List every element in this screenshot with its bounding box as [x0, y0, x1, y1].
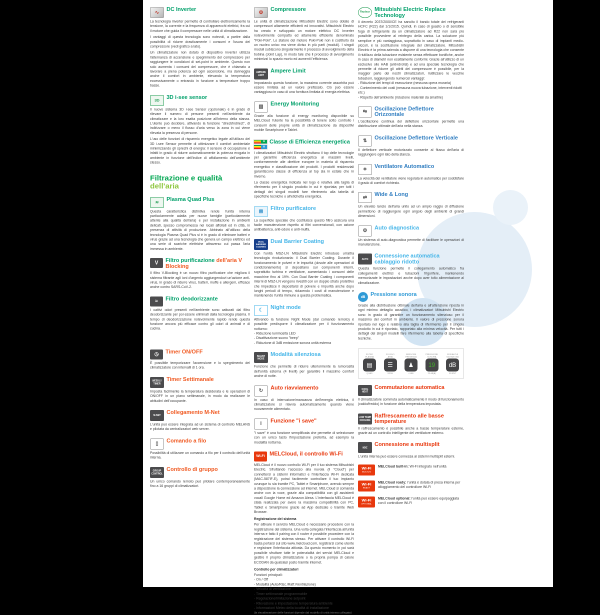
feature-paragraph: Un sistema di auto-diagnostica permette di facilitare le operazioni di manutenzione.	[358, 238, 464, 247]
feature-header	[254, 385, 354, 396]
caption-line: PRESENZA	[405, 355, 417, 359]
feature-bullet: - Riduzione di 3dB emissione sonora unità esterna	[254, 341, 331, 345]
dc-inverter-chart-icon: ∿	[150, 7, 164, 18]
feature-title: Mitsubishi Electric Replace Technology	[374, 6, 446, 19]
wifi-badge-title: Wi-Fi	[361, 482, 372, 487]
energy-arrow: A	[262, 145, 266, 149]
feature-title: 3D i-see sensor	[166, 94, 208, 101]
pictogram-caption-bottom: 19 dB(A)	[427, 372, 436, 375]
feature-paragraph: I vantaggi di questa tecnologia sono notevoli, a partire dalla possibilità di ridurre drasticamente i consumi e l'usura del compressore (vedi grafico a lato).	[150, 35, 250, 49]
feature-paragraph: Le unità di climatizzazione Mitsubishi Electric sono dotate di compressori altamente efficienti ed innovativi. Mitsubishi Electric ha creato e sviluppato un motore elettrico DC Inverter notevolmente compatto ed altamente efficiente denominato "Poki-Poki". Lo statore del motore Poki-Poki non è costituito da un nucleo unico ma viene diviso in più parti (moduli). I singoli moduli subiscono singolarmente il processo di avvolgimento della bobina (Joint Lap), in modo tale che il processo di avvolgimento minimizzi lo spazio morto ed aumenti l'efficienza.	[254, 20, 354, 62]
feature-block	[358, 292, 464, 341]
feature-block	[358, 413, 464, 435]
feature-header	[254, 206, 354, 217]
feature-block	[150, 438, 250, 460]
melcloud-ready-row	[358, 480, 464, 491]
feature-paragraph: Questa funzione permette il collegamento automatico fra collegamenti elettrici e tubazioni frigorifere, mantenendo memorizzate le impostazioni anche dopo aver tolto alimentazione al climatizzatore.	[358, 267, 464, 285]
feature-paragraph: Impostando questa funzione, la massima corrente assorbita può essere limitata ad un valore prefissato. Ciò può essere vantaggioso in caso di una fornitura limitata di energia elettrica.	[254, 81, 354, 95]
feature-title: Filtro deodorizzante	[165, 295, 218, 302]
energy-class-labels-icon	[254, 139, 267, 149]
feature-subheading: Registrazione del sistema	[254, 517, 297, 522]
feature-paragraph: Il decreto 2037/2000/CE ha sancito il bando totale dei refrigeranti HCFC (R22) dal 1/1/2015. Quindi, in caso di guasto o di sensibile fuga di refrigerante da un climatizzatore ad R22 non sarà più possibile provvedere al reintegro della carica. La soluzione più semplice e più vantaggiosa, soprattutto in caso di impianti medio-piccoli, è la sostituzione integrale del climatizzatore. Mitsubishi Electric è la prima azienda a disporre di una tecnologia che consente il riutilizzo della tubazione esistente senza effettuare bonifiche, anche in caso di diametri non esattamente conformi. Grazie all'utilizzo di un esclusivo olio HAB (anti-idrolisi) e ad una speciale tecnologia che permette di ridurre gli attriti del compressore è possibile, per la maggior parte dei nostri climatizzatori, riutilizzare le vecchie tubazioni, raggiungendo numerosi vantaggi:	[358, 20, 464, 81]
feature-paragraph: Possibilità di utilizzare un comando a filo per il controllo dell'unità interna.	[150, 451, 250, 460]
feature-header	[358, 192, 464, 203]
wifi-badge-title: Wi-Fi	[361, 498, 372, 503]
auto-changeover-icon: COOL HEAT	[358, 385, 372, 396]
caption-line: SENSORE	[405, 353, 417, 356]
wifi-row-description: l'unità è dotata di presa interna per alloggiamento del controllore Wi-Fi	[378, 480, 461, 490]
m-net-icon: M-NET	[150, 410, 164, 421]
feature-block	[254, 451, 354, 615]
melcloud-optional-row	[358, 496, 464, 507]
feature-header	[254, 7, 354, 18]
3d-i-see-sensor-icon: 3D	[150, 95, 164, 106]
feature-paragraph: La superficie speciale che costituisce questo filtro assicura una facile manutenzione rispetto ai filtri convenzionali, con azione antibatterica, anti-odore e anti-muffa.	[254, 218, 354, 232]
wide-long-icon: ⇄	[358, 192, 372, 203]
energy-bars	[254, 145, 261, 149]
feature-title: Auto riavviamento	[270, 384, 319, 391]
feature-title: Modalità silenziosa	[270, 351, 321, 358]
caption-line: PLASMA	[365, 355, 374, 359]
melcloud-wifi-icon: Wi-Fi	[254, 451, 267, 461]
feature-title: Energy Monitoring	[270, 100, 320, 107]
feature-header	[358, 292, 464, 302]
feature-paragraph: Il nuovo sistema 3D i-see Sensor (opzionale) è in grado di rilevare il numero di persone presenti nell'ambiente da climatizzare e la loro esatta posizione all'interno della stanza. L'utente può decidere, attivando la funzione "direct/indirect", di indirizzare o meno il flusso d'aria verso la zona in cui viene rilevata la presenza di persone.	[150, 107, 250, 135]
feature-bullet: - Modalità (Auto/Risc./Raff./Ventilazione)	[254, 582, 316, 587]
feature-title: Oscillazione Deflettore Verticale	[374, 134, 458, 141]
feature-bullet: - Velocità di ventilazione	[254, 587, 291, 592]
low-temp-cooling-icon: LOW TEMP COOLING	[358, 413, 372, 424]
weekly-timer-icon: WEEKLY TIMER	[150, 377, 164, 388]
feature-block	[150, 349, 250, 370]
feature-block	[150, 296, 250, 331]
feature-paragraph: Grazie alla distribuzione ottimale dell'aria e all'attenzione riposta in ogni minimo dettaglio acustico, i climatizzatori Mitsubishi Electric sono in grado di garantire un funzionamento silenzioso per il massimo del comfort in ambiente. Il valore di pressione sonora riportato nel logo è relativo alla taglia di riferimento per il singolo prodotto in cui è riportato, rapportato alla minima velocità. Per tutti i dettagli dei singoli modelli fare riferimento alla tabella di specifiche tecniche.	[358, 304, 464, 341]
middle-column	[254, 7, 354, 615]
horizontal-vane-swing-icon: ⇆	[358, 106, 372, 117]
feature-paragraph: Imposta facilmente la temperatura desiderata e le operazioni di ON/OFF in un piano settimanale, in modo da realizzare le abitudini dell'occupante.	[150, 389, 250, 403]
feature-bullet: - Informazioni Meteo della località di installazione	[254, 606, 329, 610]
feature-pictogram	[423, 353, 441, 375]
caption-line: MODALITÀ	[447, 353, 458, 356]
feature-subheading: Controllo per climatizzatori	[254, 568, 299, 572]
feature-title	[166, 258, 251, 270]
caption-line: FILTRO	[365, 353, 374, 356]
watermark-circle-tiny	[493, 190, 528, 225]
feature-header	[358, 442, 464, 453]
low-noise-tile-icon: 19	[425, 359, 438, 372]
feature-block	[358, 385, 464, 407]
feature-block	[254, 7, 354, 62]
energy-label-icon	[254, 145, 268, 150]
feature-header	[358, 385, 464, 396]
feature-block	[254, 239, 354, 299]
pictogram-caption-bottom: WIDE	[387, 372, 393, 375]
feature-block	[358, 164, 464, 186]
feature-header	[254, 101, 354, 112]
feature-paragraph: I cattivi odori presenti nell'ambiente sono catturati dal filtro deodorizzante per poi essere eliminati dalla tecnologia plasma. Il tempo di deodorizzazione notevolmente rapido rende questa funzione ancora più efficace contro gli odori di animali e di cucina.	[150, 308, 250, 331]
feature-block	[254, 418, 354, 445]
feature-block	[254, 101, 354, 132]
feature-header	[358, 254, 464, 266]
feature-block	[358, 254, 464, 286]
pictogram-caption-bottom: i-SEE	[408, 372, 414, 375]
feature-paragraph: Il filtro V-Blocking è un nuovo filtro purificatore che migliora il sistema filtrante agli ioni d'argento aggiungendovi un'azione anti-virus, in grado di ridurre virus, batteri, muffe e allergeni, efficace anche contro SARS-CoV-2.	[150, 271, 250, 290]
airflow-tile-icon: ☰	[384, 359, 397, 372]
document-page	[143, 0, 553, 615]
feature-block	[254, 305, 354, 346]
night-mode-icon: ☾	[254, 305, 268, 316]
feature-paragraph: Questa caratteristica distintiva rende l'unità interna particolarmente adatta per nuove famiglie (particolarmente attente alla qualità dell'aria) e per installazione in ambienti delicati, spesso compromessa nei locali affollati ed in città, in presenza di attività di produzione. Abbinato all'utilizzo della tecnologia Plasma Quad Plus si è in grado di eliminare batteri e virus grazie ad una tecnologia che genera un campo elettrico ed una serie di scariche elettriche attraverso cui passa l'aria immessa in ambiente.	[150, 209, 250, 251]
feature-block	[254, 206, 354, 233]
wifi-row-lead: MELCloud built-in:	[378, 464, 409, 469]
feature-title: Ventilatore Automatico	[374, 163, 435, 170]
feature-block	[254, 352, 354, 379]
feature-paragraph: La classe energetica indicata nel logo è relativa alla taglia di riferimento per il singolo prodotto in cui è riportata; per tutti i dettagli dei singoli modelli fare riferimento alla tabella di specifiche tecniche o all'etichetta energetica.	[254, 180, 354, 199]
feature-header	[150, 95, 250, 106]
dual-barrier-coating-icon: DUAL BARRIER COATING	[255, 240, 266, 249]
wifi-row-description: l'unità può essere equipaggiata con il controllore Wi-Fi	[378, 496, 460, 506]
deodorizing-filter-icon: ≈	[150, 296, 163, 306]
feature-title: Comando a filo	[166, 437, 207, 444]
feature-title: Raffrescamento alle basse temperature	[374, 412, 444, 425]
feature-header	[254, 139, 354, 149]
sound-feature-icons	[358, 349, 464, 379]
feature-paragraph: L'unità può essere integrata ad un sistema di controllo MELANS e pilotata da centralizzatori web server.	[150, 422, 250, 432]
feature-title: Controllo di gruppo	[166, 466, 218, 473]
wifi-row-description: Wi-Fi integrato nell'unità	[408, 464, 447, 469]
pictogram-caption-top	[386, 353, 394, 358]
energy-arrow: A	[262, 140, 266, 144]
caption-line: ARIA	[387, 355, 393, 359]
feature-paragraph: Un climatizzatore non dotato di dispositivo inverter utilizza l'alternanza di accensione e spegnimento del compressore per raggiungere le condizioni di set-point in ambiente. Questo non solo aumenta i consumi del compressore, che è chiamato a lavorare a piena potenza ad ogni accensione, ma danneggia anche il comfort in ambiente, elevando la temperatura eccessivamente o entrando in funzione a temperature troppo basse.	[150, 51, 250, 88]
presence-sensor-tile-icon: ♟	[405, 359, 418, 372]
energy-bars	[254, 140, 261, 144]
wifi-row-text	[378, 496, 464, 505]
caption-line: SONORA	[427, 355, 437, 359]
feature-title: Dual Barrier Coating	[270, 238, 324, 245]
feature-pictogram	[402, 353, 420, 375]
auto-fan-icon: ∗	[358, 164, 372, 175]
feature-block	[150, 95, 250, 165]
feature-paragraph: La velocità del ventilatore viene regolata in automatico per soddisfare il grado di comfort richiesto.	[358, 176, 464, 185]
sound-pressure-icon: dB	[358, 292, 368, 302]
wifi-badge-icon	[358, 480, 375, 491]
feature-block	[358, 7, 464, 100]
wifi-badge-subtitle: READY	[362, 486, 371, 490]
feature-title: Oscillazione Deflettore Orizzontale	[374, 105, 434, 118]
wifi-badge-icon	[358, 464, 375, 475]
feature-title-part: Filtro purificazione	[165, 257, 217, 264]
feature-block	[150, 197, 250, 252]
plasma-filter-tile-icon: ▤	[363, 359, 376, 372]
left-column	[150, 7, 250, 489]
feature-block	[358, 135, 464, 157]
feature-block	[150, 258, 250, 290]
feature-pictogram	[444, 353, 462, 375]
ampere-limit-icon: AMPERE LIMIT	[254, 68, 268, 79]
replace-technology-icon: Replace	[358, 7, 372, 18]
feature-bullet: - Timer settimanale programmabile	[254, 592, 308, 596]
pictogram-caption-bottom: QUAD	[366, 372, 373, 375]
feature-title: Auto diagnostica	[374, 224, 420, 231]
feature-title: Night mode	[270, 304, 301, 311]
feature-paragraph: MELCloud è il nuovo controllo Wi-Fi per il tuo sistema Mitsubishi Electric. Sfruttando l'accesso alla nuvola (il "Cloud") per connettersi a sistemi informatici e l'interfaccia Wi-Fi dedicata (MAC-587IF-E), potrai facilmente controllare il tuo impianto ovunque tu sia tramite PC, Tablet e Smartphone, avendo sempre a disposizione la connessione ad internet. MELCloud si comanda anche con la voce, grazie alla compatibilità con gli assistenti vocali Google Home ed Amazon Alexa. L'interfaccia MELCloud è stata realizzata per avere la massima compatibilità con PC, Tablet e Smartphone grazie ad App dedicate o tramite Web Browser.	[254, 463, 354, 514]
feature-title: Timer ON/OFF	[165, 348, 203, 355]
feature-paragraph: È possibile temporizzare l'accensione e lo spegnimento del climatizzatore con intervalli di 1 ora.	[150, 361, 250, 370]
wifi-row-lead: MELCloud optional:	[378, 496, 411, 501]
air-quality-section-title	[150, 174, 250, 190]
feature-paragraph: Attivando la funzione Night Mode (dal comando remoto) è possibile predisporre il climatizzatore per il funzionamento notturno:	[254, 317, 354, 331]
feature-paragraph: Il deflettore verticale motorizzato consente al flusso dell'aria di raggiungere ogni lato della stanza.	[358, 148, 464, 157]
feature-title: Timer Settimanale	[166, 376, 214, 383]
feature-title: Connessione a multisplit	[374, 441, 440, 448]
feature-bullet: - Disattivazione suono "beep"	[254, 336, 299, 341]
feature-header	[150, 410, 250, 421]
feature-paragraph: Per attivare il servizio MELCloud è necessario procedere con la registrazione del sistema. Una volta collegata l'interfaccia all'unità interna e fatto il pairing con il router è possibile procedere con la registrazione del sistema stesso. Per attivare il controllo Wi-Fi basta portarsi sul sito www.melcloud.com, registrarsi come utente e registrare l'interfaccia attivata. Da questo momento in poi sarà possibile sfruttare tutte le potenzialità dei servizi MELCloud e gestire il proprio climatizzatore o la propria pompa di calore ECODAN da qualsiasi posto tramite internet.	[254, 523, 354, 565]
self-diagnostics-icon: ⚙	[358, 225, 372, 236]
melcloud-builtin-row	[358, 464, 464, 475]
wifi-badge-subtitle: BUILT-IN	[362, 470, 371, 474]
feature-header	[254, 68, 354, 79]
feature-bullet: - Regolazione/limitazione setpoint	[254, 597, 306, 601]
feature-paragraph: La tecnologia inverter permette di controllare elettronicamente la tensione, la corrente e la frequenza di apparecchi elettrici, fra cui il motore che guida il compressore nelle unità di climatizzazione.	[150, 20, 250, 33]
feature-block	[358, 225, 464, 247]
feature-title: Filtro purificatore	[270, 205, 317, 212]
feature-header	[150, 438, 250, 449]
feature-header	[254, 451, 354, 461]
feature-bullet: - Riduzione luminosità LED	[254, 332, 296, 336]
feature-block	[150, 7, 250, 88]
section-title-part: Filtrazione e qualità	[150, 173, 223, 183]
feature-block	[358, 192, 464, 219]
feature-header	[254, 352, 354, 363]
caption-line: FLUSSO	[386, 353, 395, 356]
feature-bullet: - On / Off	[254, 578, 269, 582]
feature-smallprint: (la visualizzazione delle funzioni dipende dal modello di unità interna collegata)	[254, 611, 352, 615]
feature-block	[358, 106, 464, 128]
feature-header	[150, 258, 250, 270]
feature-header	[150, 296, 250, 306]
energy-monitoring-icon: ▥	[254, 101, 268, 112]
wifi-row-text	[378, 464, 446, 469]
compressor-icon: ⚙	[254, 7, 268, 18]
right-column	[358, 7, 464, 507]
feature-header	[358, 225, 464, 236]
feature-bullet: - Contenimento dei costi (nessuna nuova tubazione, interventi ridotti etc.)	[358, 86, 462, 95]
feature-header	[150, 349, 250, 359]
feature-title: Commutazione automatica	[374, 384, 445, 391]
purifying-filter-icon: ▤	[254, 206, 268, 217]
feature-block	[150, 467, 250, 489]
feature-title: MELCloud, il controllo Wi-Fi	[269, 450, 343, 457]
feature-paragraph: "i save" è una funzione semplificata che permette di selezionare con un unico tasto l'impostazione preferita, ad esempio la modalità notturna.	[254, 431, 354, 445]
section-title-part: dell'aria	[150, 181, 179, 191]
feature-title-part: dell'aria V Blocking	[165, 257, 242, 270]
feature-pictogram	[381, 353, 399, 375]
feature-header	[358, 135, 464, 146]
feature-paragraph: I climatizzatori Mitsubishi Electric sfruttano il top delle tecnologie per garantire efficienza energetica ai massimi livelli, conformemente alle direttive europee in materia di risparmio energetico e classificazione dei prodotti. I prodotti residenziali garantiscono classe di efficienza al top sia in estate che in inverno.	[254, 151, 354, 179]
feature-title: Connessione automatica cablaggio ridotto	[374, 253, 440, 265]
feature-bullet: - Rilevazione e impostazione temperatura ambiente	[254, 601, 333, 606]
feature-header	[358, 7, 464, 19]
wifi-row-lead: MELCloud ready:	[378, 480, 407, 485]
multisplit-icon: MXZ	[358, 442, 372, 453]
feature-title: Collegamento M-Net	[166, 409, 220, 416]
feature-title: Funzione "i save"	[270, 417, 317, 424]
feature-header	[150, 7, 250, 18]
feature-paragraph: Un unico comando remoto può pilotare contemporaneamente fino a 16 gruppi di climatizzatori.	[150, 479, 250, 488]
timer-on-off-icon: ◷	[150, 349, 163, 359]
feature-paragraph: Funzioni principali:	[254, 573, 283, 578]
feature-header	[254, 239, 354, 250]
pictogram-caption-top	[426, 353, 438, 358]
pictogram-caption-top	[446, 353, 458, 358]
feature-header	[150, 377, 250, 388]
feature-title: Wide & Long	[374, 191, 409, 198]
feature-header	[150, 197, 250, 208]
feature-paragraph: L'uso delle funzioni di risparmio energetico legate all'utilizzo del 3D i-see Sensor permette di ottimizzare il comfort ambientale minimizzando gli sprechi di energia: il sensore di occupazione è infatti in grado di ridurre automaticamente la potenza erogata in ambiente in funzione dell'indice di affollamento dell'ambiente stesso.	[150, 137, 250, 165]
feature-header	[254, 418, 354, 429]
caption-line: PRESSIONE	[425, 353, 438, 356]
feature-block	[150, 410, 250, 432]
wired-remote-icon: ▯	[150, 438, 164, 449]
feature-header	[358, 164, 464, 175]
feature-title: DC Inverter	[166, 6, 197, 13]
silent-mode-icon: SILENT MODE	[254, 352, 268, 363]
feature-paragraph: L'unità interna può essere connessa ai sistemi multisplit esterni.	[358, 455, 456, 459]
feature-bullet: - Rispetto dell'ambiente (riduzione materiali da smaltire)	[358, 95, 443, 100]
feature-title: Classe di Efficienza energetica	[269, 138, 350, 145]
feature-title: Compressore	[270, 6, 306, 13]
feature-paragraph: Un elevato lancio dell'aria unito ad un ampio raggio di diffusione permettono di raggiungere ogni angolo degli ambienti di grandi dimensioni.	[358, 205, 464, 219]
group-control-icon: GROUP CONTROL	[150, 467, 164, 478]
feature-paragraph: L'oscillazione continua del deflettore orizzontale permette una distribuzione ottimale dell'aria nella stanza.	[358, 119, 464, 129]
feature-pictogram	[361, 353, 379, 375]
auto-connection-icon: AUTO	[358, 254, 372, 265]
energy-label-icon	[254, 139, 268, 144]
vertical-vane-swing-icon: ⇅	[358, 135, 372, 146]
feature-paragraph: Il climatizzatore commuta automaticamente il modo di funzionamento (caldo/freddo) in funzione della temperatura impostata.	[358, 397, 464, 407]
pictogram-caption-bottom: SILENT	[448, 372, 457, 375]
wifi-row-text	[378, 480, 464, 489]
plasma-quad-plus-icon: ≋	[150, 197, 164, 208]
feature-block	[254, 68, 354, 95]
v-blocking-filter-icon: V	[150, 258, 163, 268]
feature-paragraph: Il raffrescamento è possibile anche a basse temperature esterne, grazie ad un controllo intelligente del ventilatore esterno.	[358, 426, 464, 436]
wifi-badge-icon	[358, 496, 375, 507]
feature-title: Pressione sonora	[370, 291, 417, 298]
feature-paragraph: Grazie alla funzione di energy monitoring disponibile su MELCloud l'utente ha la possibilità di tenere sotto controllo i consumi delle proprie unità di climatizzazione da dispositivi mobile Smartphone e Tablet.	[254, 114, 354, 133]
caption-line: SILENZIOSA	[446, 355, 459, 359]
feature-header	[358, 413, 464, 425]
wifi-badge-title: Wi-Fi	[361, 466, 372, 471]
pictogram-caption-top	[405, 353, 416, 358]
feature-block	[150, 377, 250, 404]
pictogram-caption-top	[365, 353, 374, 358]
feature-block	[254, 139, 354, 199]
feature-header	[150, 467, 250, 478]
feature-block	[358, 442, 464, 459]
feature-header	[254, 305, 354, 316]
silent-tile-icon: dB	[446, 359, 459, 372]
feature-paragraph: Con l'unità MSZ-LN Mitsubishi Electric introduce un'altra tecnologia rivoluzionaria: il Dual Barrier Coating. Durante il funzionamento le polveri e le impurità (dovute alle operazioni di condizionamento) si depositano sui componenti interni, soprattutto turbina e ventilatore, aumentando i consumi delle macchine fino al 19%. Con Dual Barrier Coating i componenti interni di MSZ-LN vengono rivestiti con un doppio strato protettivo che impedisce il depositarsi di polvere e impurità anche dopo lunghi periodi di tempo, riducendo i costi di manutenzione e mantenendo l'unità immune a questa problematica.	[254, 251, 354, 298]
feature-title: Ampere Limit	[270, 67, 306, 74]
feature-title: Plasma Quad Plus	[166, 196, 215, 203]
feature-paragraph: In caso di interruzione/mancanza dell'energia elettrica, il climatizzatore si riavvia automaticamente quando viene nuovamente alimentato.	[254, 398, 354, 412]
feature-bullet: - Riduzione dei tempi di esecuzione (nessuna opera muraria)	[358, 81, 452, 86]
wifi-badge-subtitle: OPTIONAL	[361, 502, 372, 506]
feature-header	[358, 106, 464, 118]
feature-paragraph: Funzione che permette di ridurre ulteriormente la rumorosità dell'unità esterna (4 livelli) per garantire il massimo comfort anche di notte.	[254, 365, 354, 379]
auto-restart-icon: ↻	[254, 385, 268, 396]
i-save-icon: i	[254, 418, 268, 429]
feature-block	[254, 385, 354, 412]
